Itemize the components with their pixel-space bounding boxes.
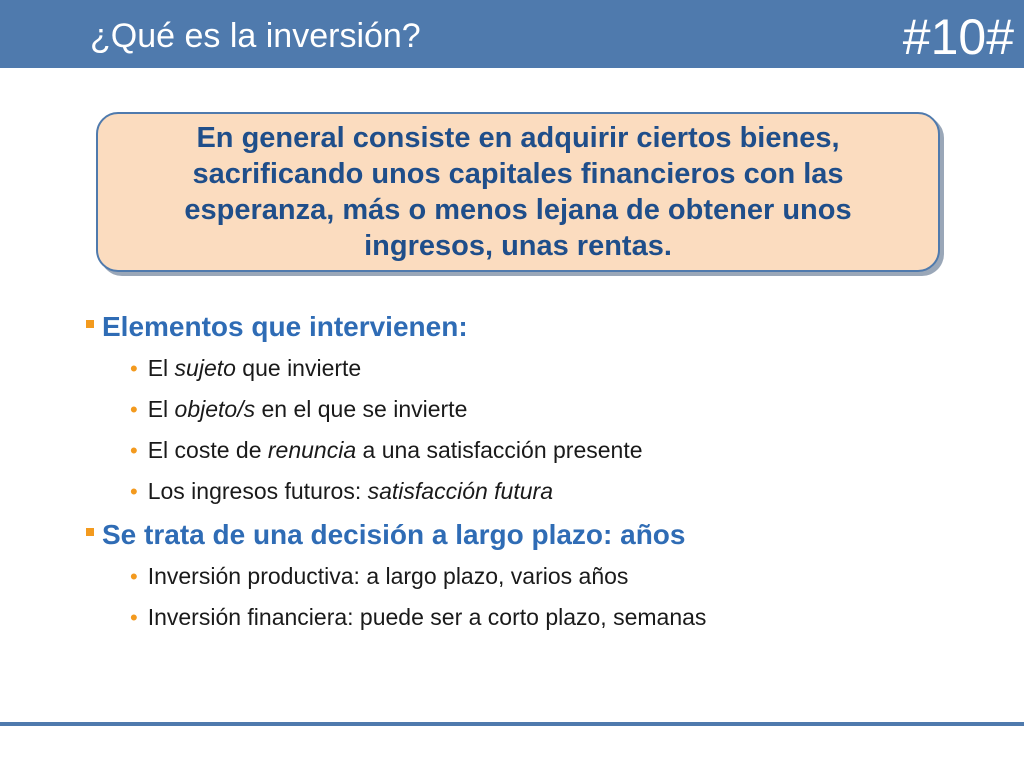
list-item — [130, 597, 986, 638]
section-elements — [86, 306, 986, 512]
dot-bullet-icon: • — [130, 356, 138, 381]
list-item — [130, 471, 986, 512]
section-heading-text: Se trata de una decisión a largo plazo: años — [102, 519, 686, 550]
sub-list-container — [86, 348, 986, 512]
slide-content — [86, 306, 986, 640]
sub-list-container — [86, 556, 986, 638]
definition-box — [96, 112, 940, 272]
square-bullet-icon — [86, 320, 94, 328]
section-heading — [86, 514, 986, 556]
definition-text: En general consiste en adquirir ciertos bienes, sacrificando unos capitales financieros con las esperanza, más o menos lejana de obtener unos ingresos, unas rentas. — [184, 122, 852, 262]
list-item-text: Inversión productiva: a largo plazo, varios años — [147, 563, 629, 589]
slide-number: #10# — [902, 9, 1014, 65]
dot-bullet-icon: • — [130, 605, 138, 630]
list-item-text: El objeto/s en el que se invierte — [147, 396, 468, 422]
title-bar — [0, 0, 1024, 68]
slide-title: ¿Qué es la inversión? — [90, 17, 421, 55]
section-heading-text: Elementos que intervienen: — [102, 311, 468, 342]
sub-list — [86, 556, 986, 638]
list-item — [130, 348, 986, 389]
list-item-text: Los ingresos futuros: satisfacción futura — [147, 478, 553, 504]
sub-list — [86, 348, 986, 512]
section-decision — [86, 514, 986, 638]
square-bullet-icon — [86, 528, 94, 536]
list-item — [130, 430, 986, 471]
dot-bullet-icon: • — [130, 397, 138, 422]
list-item-text: El coste de renuncia a una satisfacción presente — [147, 437, 643, 463]
list-item — [130, 389, 986, 430]
list-item-text: El sujeto que invierte — [147, 355, 362, 381]
section-heading — [86, 306, 986, 348]
list-item-text: Inversión financiera: puede ser a corto plazo, semanas — [147, 604, 707, 630]
dot-bullet-icon: • — [130, 479, 138, 504]
list-item — [130, 556, 986, 597]
footer-divider — [0, 722, 1024, 726]
dot-bullet-icon: • — [130, 564, 138, 589]
dot-bullet-icon: • — [130, 438, 138, 463]
